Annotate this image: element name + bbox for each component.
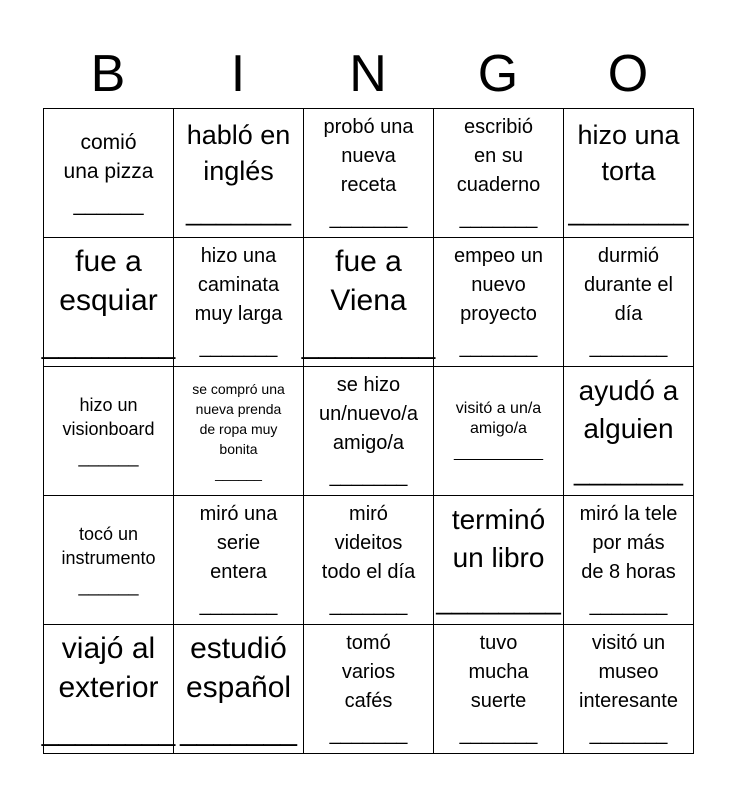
cell-blank-line: _______ — [329, 465, 408, 487]
cell-text: viajó al exterior — [58, 631, 159, 704]
cell-blank-line: ________ — [568, 196, 689, 226]
cell-text: ayudó a alguien — [578, 375, 679, 444]
bingo-cell[interactable] — [304, 367, 434, 496]
bingo-cell[interactable] — [304, 496, 434, 625]
cell-blank-line: _______ — [459, 207, 538, 229]
cell-text: tuvo mucha suerte — [468, 632, 529, 712]
cell-blank-line: ________ — [41, 326, 176, 360]
bingo-cell[interactable] — [174, 625, 304, 754]
cell-text: hizo un visionboard — [62, 395, 155, 439]
header-letter-g: G — [477, 45, 519, 103]
cell-text: probó una nueva receta — [323, 116, 414, 196]
bingo-cell[interactable] — [44, 109, 174, 238]
cell-text: se hizo un/nuevo/a amigo/a — [319, 374, 418, 454]
cell-blank-line: __________ — [454, 444, 543, 461]
cell-text: miró videitos todo el día — [321, 503, 416, 583]
bingo-cell[interactable] — [564, 367, 694, 496]
bingo-cell[interactable] — [44, 496, 174, 625]
bingo-cell[interactable] — [41, 625, 176, 754]
cell-blank-line: _______ — [589, 594, 668, 616]
bingo-cell[interactable] — [301, 238, 436, 367]
bingo-row — [44, 496, 694, 625]
cell-blank-line: ________ — [436, 584, 561, 615]
cell-blank-line: _______ — [329, 723, 408, 745]
header-letter-o: O — [607, 45, 649, 103]
bingo-cell[interactable] — [174, 367, 304, 496]
bingo-row — [44, 238, 694, 367]
bingo-cell[interactable] — [304, 109, 434, 238]
bingo-row — [44, 367, 694, 496]
cell-blank-line: _______ — [459, 723, 538, 745]
cell-blank-line: _______ — [589, 336, 668, 358]
cell-text: visitó a un/a amigo/a — [455, 400, 542, 437]
cell-text: miró una serie entera — [199, 503, 278, 583]
cell-blank-line: ______ — [73, 192, 144, 216]
bingo-cell[interactable] — [434, 367, 564, 496]
bingo-cell[interactable] — [44, 367, 174, 496]
header-letter-b: B — [90, 45, 126, 103]
cell-blank-line: _______ — [459, 336, 538, 358]
bingo-cell[interactable] — [174, 238, 304, 367]
cell-text: estudió español — [185, 631, 292, 704]
bingo-cell[interactable] — [174, 496, 304, 625]
cell-text: durmió durante el día — [584, 245, 673, 325]
cell-blank-line: ________ — [41, 713, 176, 747]
bingo-row — [44, 625, 694, 754]
cell-blank-line: _______ — [199, 336, 278, 358]
bingo-card — [43, 108, 694, 754]
cell-text: tomó varios cafés — [341, 632, 396, 712]
bingo-cell[interactable] — [564, 109, 694, 238]
cell-text: miró la tele por más de 8 horas — [579, 503, 678, 583]
cell-blank-line: _______ — [185, 196, 292, 226]
bingo-cell[interactable] — [434, 109, 564, 238]
cell-text: hizo una torta — [577, 120, 680, 186]
cell-text: fue a Viena — [330, 244, 407, 317]
cell-text: empeo un nuevo proyecto — [454, 245, 543, 325]
bingo-header — [43, 40, 693, 108]
header-letter-i: I — [230, 45, 246, 103]
bingo-cell[interactable] — [41, 238, 176, 367]
header-letter-n: N — [349, 45, 387, 103]
bingo-cell[interactable] — [434, 625, 564, 754]
bingo-cell[interactable] — [564, 496, 694, 625]
bingo-cell[interactable] — [174, 109, 304, 238]
cell-text: fue a esquiar — [59, 244, 158, 317]
cell-text: hizo una caminata muy larga — [194, 245, 283, 325]
cell-blank-line: ______ — [78, 447, 139, 467]
cell-text: terminó un libro — [451, 504, 546, 573]
bingo-cell[interactable] — [564, 625, 694, 754]
cell-text: habló en inglés — [186, 120, 291, 186]
cell-text: escribió en su cuaderno — [456, 116, 541, 196]
cell-blank-line: ______ — [78, 576, 139, 596]
bingo-cell[interactable] — [434, 238, 564, 367]
bingo-cell[interactable] — [434, 496, 564, 625]
bingo-cell[interactable] — [304, 625, 434, 754]
cell-blank-line: _______ — [199, 594, 278, 616]
cell-blank-line: _______ — [573, 455, 683, 486]
cell-text: comió una pizza — [63, 130, 154, 183]
cell-blank-line: _______ — [329, 207, 408, 229]
cell-text: tocó un instrumento — [61, 524, 156, 568]
cell-text: visitó un museo interesante — [579, 632, 678, 712]
cell-blank-line: _______ — [589, 723, 668, 745]
cell-blank-line: _______ — [180, 713, 297, 747]
cell-blank-line: ________ — [301, 326, 436, 360]
cell-blank-line: ______ — [215, 465, 262, 481]
bingo-row — [44, 109, 694, 238]
cell-text: se compró una nueva prenda de ropa muy bonita — [192, 381, 285, 457]
cell-blank-line: _______ — [329, 594, 408, 616]
bingo-cell[interactable] — [564, 238, 694, 367]
